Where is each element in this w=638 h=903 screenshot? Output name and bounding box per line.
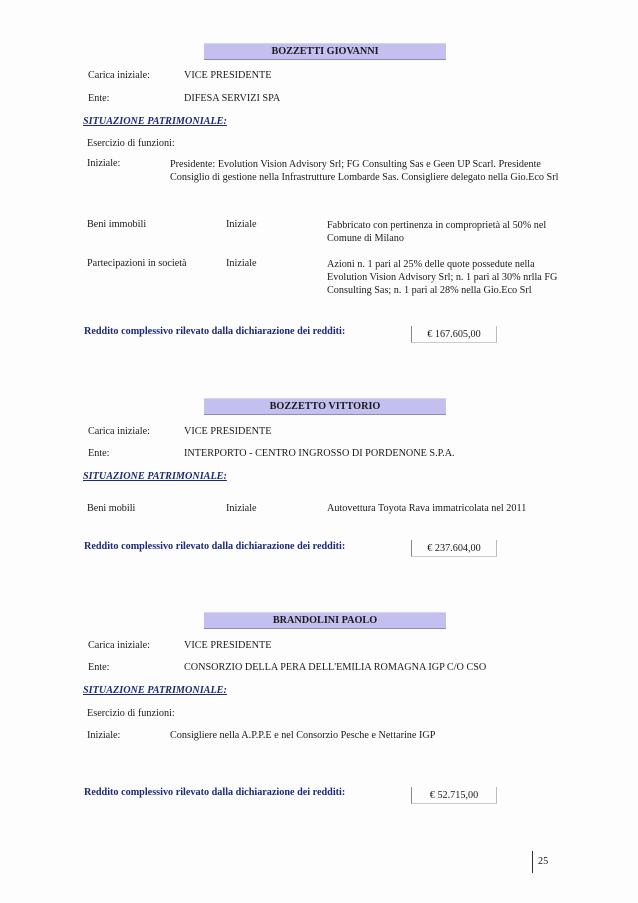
iniziale-text: Consigliere nella A.P.P.E e nel Consorzio Pesche e Nettarine IGP [170,730,436,741]
person-name-bar: BRANDOLINI PAOLO [204,612,446,629]
carica-label: Carica iniziale: [88,70,150,81]
ente-value: CONSORZIO DELLA PERA DELL'EMILIA ROMAGNA IGP C/O CSO [184,662,487,673]
bene-descrizione: Autovettura Toyota Rava immatricolata nel 2011 [327,503,527,514]
carica-value: VICE PRESIDENTE [184,70,272,81]
situazione-heading: SITUAZIONE PATRIMONIALE: [83,116,227,127]
reddito-label: Reddito complessivo rilevato dalla dichiarazione dei redditi: [84,541,346,552]
carica-value: VICE PRESIDENTE [184,426,272,437]
iniziale-label: Iniziale: [87,730,121,741]
bene-descrizione: Azioni n. 1 pari al 25% delle quote possedute nella Evolution Vision Advisory Srl; n. 1 pari al 30% nrlla FG Consulting Sas; n. 1 pari al 28% nella Gio.Eco Srl [327,259,558,296]
reddito-value: € 52.715,00 [411,787,497,804]
ente-label: Ente: [88,448,110,459]
reddito-label: Reddito complessivo rilevato dalla dichiarazione dei redditi: [84,787,346,798]
bene-stato: Iniziale [226,219,257,230]
page-number-divider [532,851,533,873]
bene-stato: Iniziale [226,503,257,514]
bene-categoria: Partecipazioni in società [87,258,187,269]
carica-value: VICE PRESIDENTE [184,640,272,651]
bene-stato: Iniziale [226,258,257,269]
esercizio-label: Esercizio di funzioni: [87,138,175,149]
ente-label: Ente: [88,662,110,673]
carica-label: Carica iniziale: [88,640,150,651]
reddito-value: € 237.604,00 [411,540,497,557]
esercizio-label: Esercizio di funzioni: [87,708,175,719]
situazione-heading: SITUAZIONE PATRIMONIALE: [83,471,227,482]
reddito-label: Reddito complessivo rilevato dalla dichiarazione dei redditi: [84,326,346,337]
ente-value: INTERPORTO - CENTRO INGROSSO DI PORDENONE S.P.A. [184,448,455,459]
bene-categoria: Beni mobili [87,503,136,514]
situazione-heading: SITUAZIONE PATRIMONIALE: [83,685,227,696]
iniziale-text: Presidente: Evolution Vision Advisory Srl; FG Consulting Sas e Geen UP Scarl. Presidente Consiglio di gestione nella Infrastrutture Lombarde Sas. Consigliere delegato nella Gio.Eco Srl [170,159,559,183]
person-name-bar: BOZZETTO VITTORIO [204,398,446,415]
reddito-value: € 167.605,00 [411,326,497,343]
iniziale-label: Iniziale: [87,158,121,169]
ente-label: Ente: [88,93,110,104]
bene-descrizione: Fabbricato con pertinenza in comproprietà al 50% nel Comune di Milano [327,220,547,244]
page-number: 25 [538,856,549,867]
person-name-bar: BOZZETTI GIOVANNI [204,43,446,60]
carica-label: Carica iniziale: [88,426,150,437]
ente-value: DIFESA SERVIZI SPA [184,93,281,104]
bene-categoria: Beni immobili [87,219,147,230]
